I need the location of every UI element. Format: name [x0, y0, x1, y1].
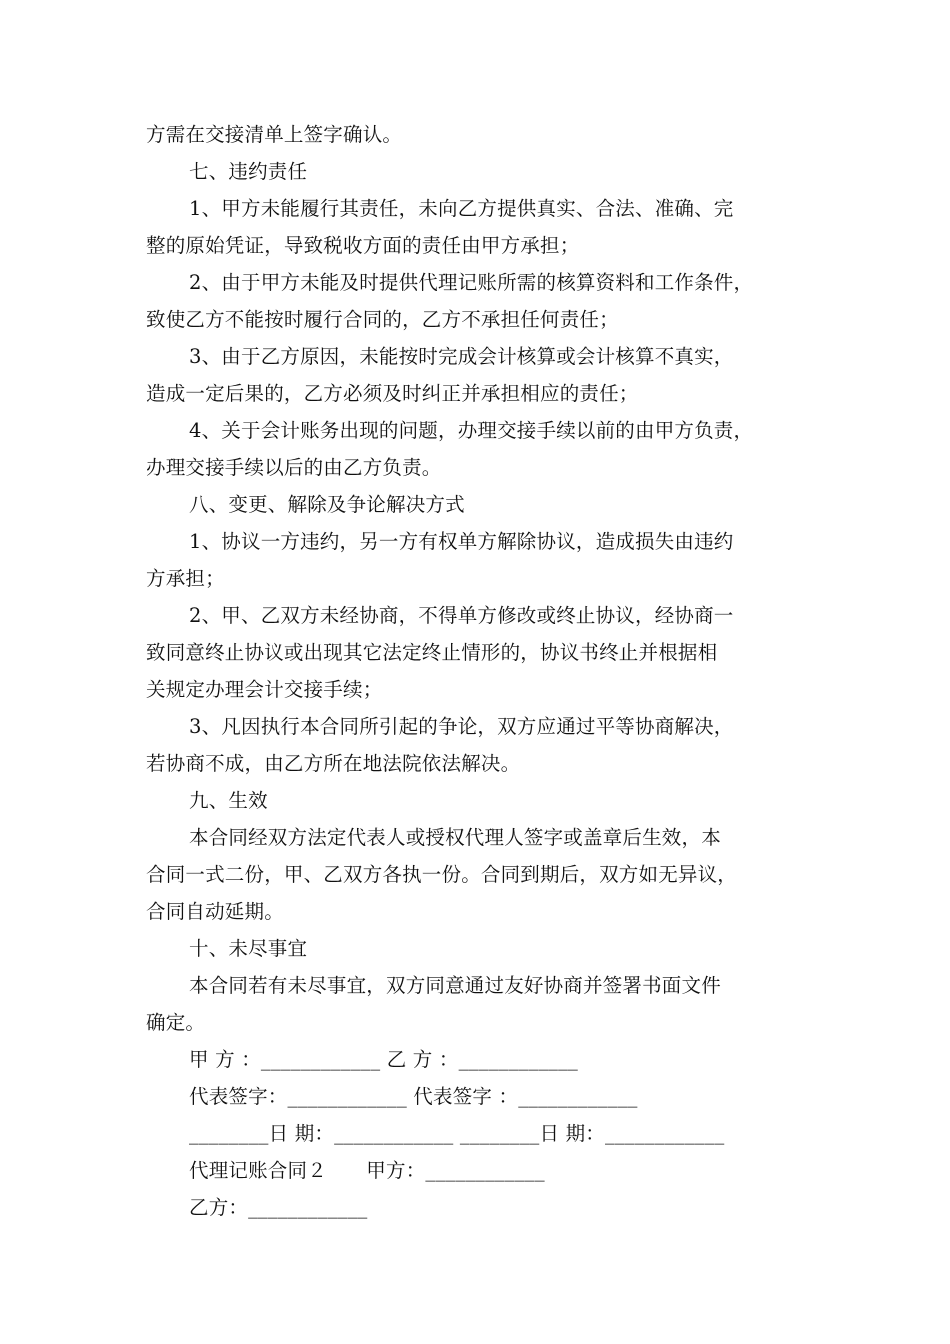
paragraph-line: 4、关于会计账务出现的问题，办理交接手续以前的由甲方负责， — [189, 419, 754, 442]
paragraph-line: 本合同若有未尽事宜，双方同意通过友好协商并签署书面文件 — [189, 974, 721, 997]
paragraph-line: 合同一式二份，甲、乙双方各执一份。合同到期后，双方如无异议， — [146, 863, 738, 886]
section-heading: 八、变更、解除及争论解决方式 — [189, 493, 465, 516]
signature-party-line: 甲 方 ：____________ 乙 方 ：____________ — [189, 1048, 578, 1071]
paragraph-line: 2、甲、乙双方未经协商，不得单方修改或终止协议，经协商一 — [189, 604, 734, 627]
paragraph-line: 致同意终止协议或出现其它法定终止情形的，协议书终止并根据相 — [146, 641, 718, 664]
paragraph-line: 方需在交接清单上签字确认。 — [146, 123, 403, 146]
paragraph-line: 2、由于甲方未能及时提供代理记账所需的核算资料和工作条件， — [189, 271, 754, 294]
paragraph-line: 方承担； — [146, 567, 225, 590]
paragraph-line: 致使乙方不能按时履行合同的，乙方不承担任何责任； — [146, 308, 619, 331]
party-b-line: 乙方：____________ — [189, 1196, 368, 1219]
paragraph-line: 1、甲方未能履行其责任，未向乙方提供真实、合法、准确、完 — [189, 197, 734, 220]
section-heading: 九、生效 — [189, 789, 268, 812]
paragraph-line: 造成一定后果的，乙方必须及时纠正并承担相应的责任； — [146, 382, 639, 405]
paragraph-line: 若协商不成，由乙方所在地法院依法解决。 — [146, 752, 521, 775]
paragraph-line: 1、协议一方违约，另一方有权单方解除协议，造成损失由违约 — [189, 530, 734, 553]
paragraph-line: 本合同经双方法定代表人或授权代理人签字或盖章后生效，本 — [189, 826, 721, 849]
paragraph-line: 关规定办理会计交接手续； — [146, 678, 383, 701]
paragraph-line: 合同自动延期。 — [146, 900, 284, 923]
contract-2-title-line: 代理记账合同２ 甲方：____________ — [189, 1159, 545, 1182]
paragraph-line: 3、由于乙方原因，未能按时完成会计核算或会计核算不真实， — [189, 345, 734, 368]
paragraph-line: 确定。 — [146, 1011, 206, 1034]
paragraph-line: 3、凡因执行本合同所引起的争论，双方应通过平等协商解决， — [189, 715, 734, 738]
section-heading: 七、违约责任 — [189, 160, 308, 183]
section-heading: 十、未尽事宜 — [189, 937, 308, 960]
paragraph-line: 办理交接手续以后的由乙方负责。 — [146, 456, 442, 479]
signature-representative-line: 代表签字：____________ 代表签字 ：____________ — [189, 1085, 638, 1108]
paragraph-line: 整的原始凭证，导致税收方面的责任由甲方承担； — [146, 234, 580, 257]
signature-date-line: ________日 期：____________ ________日 期：____________ — [189, 1122, 725, 1145]
